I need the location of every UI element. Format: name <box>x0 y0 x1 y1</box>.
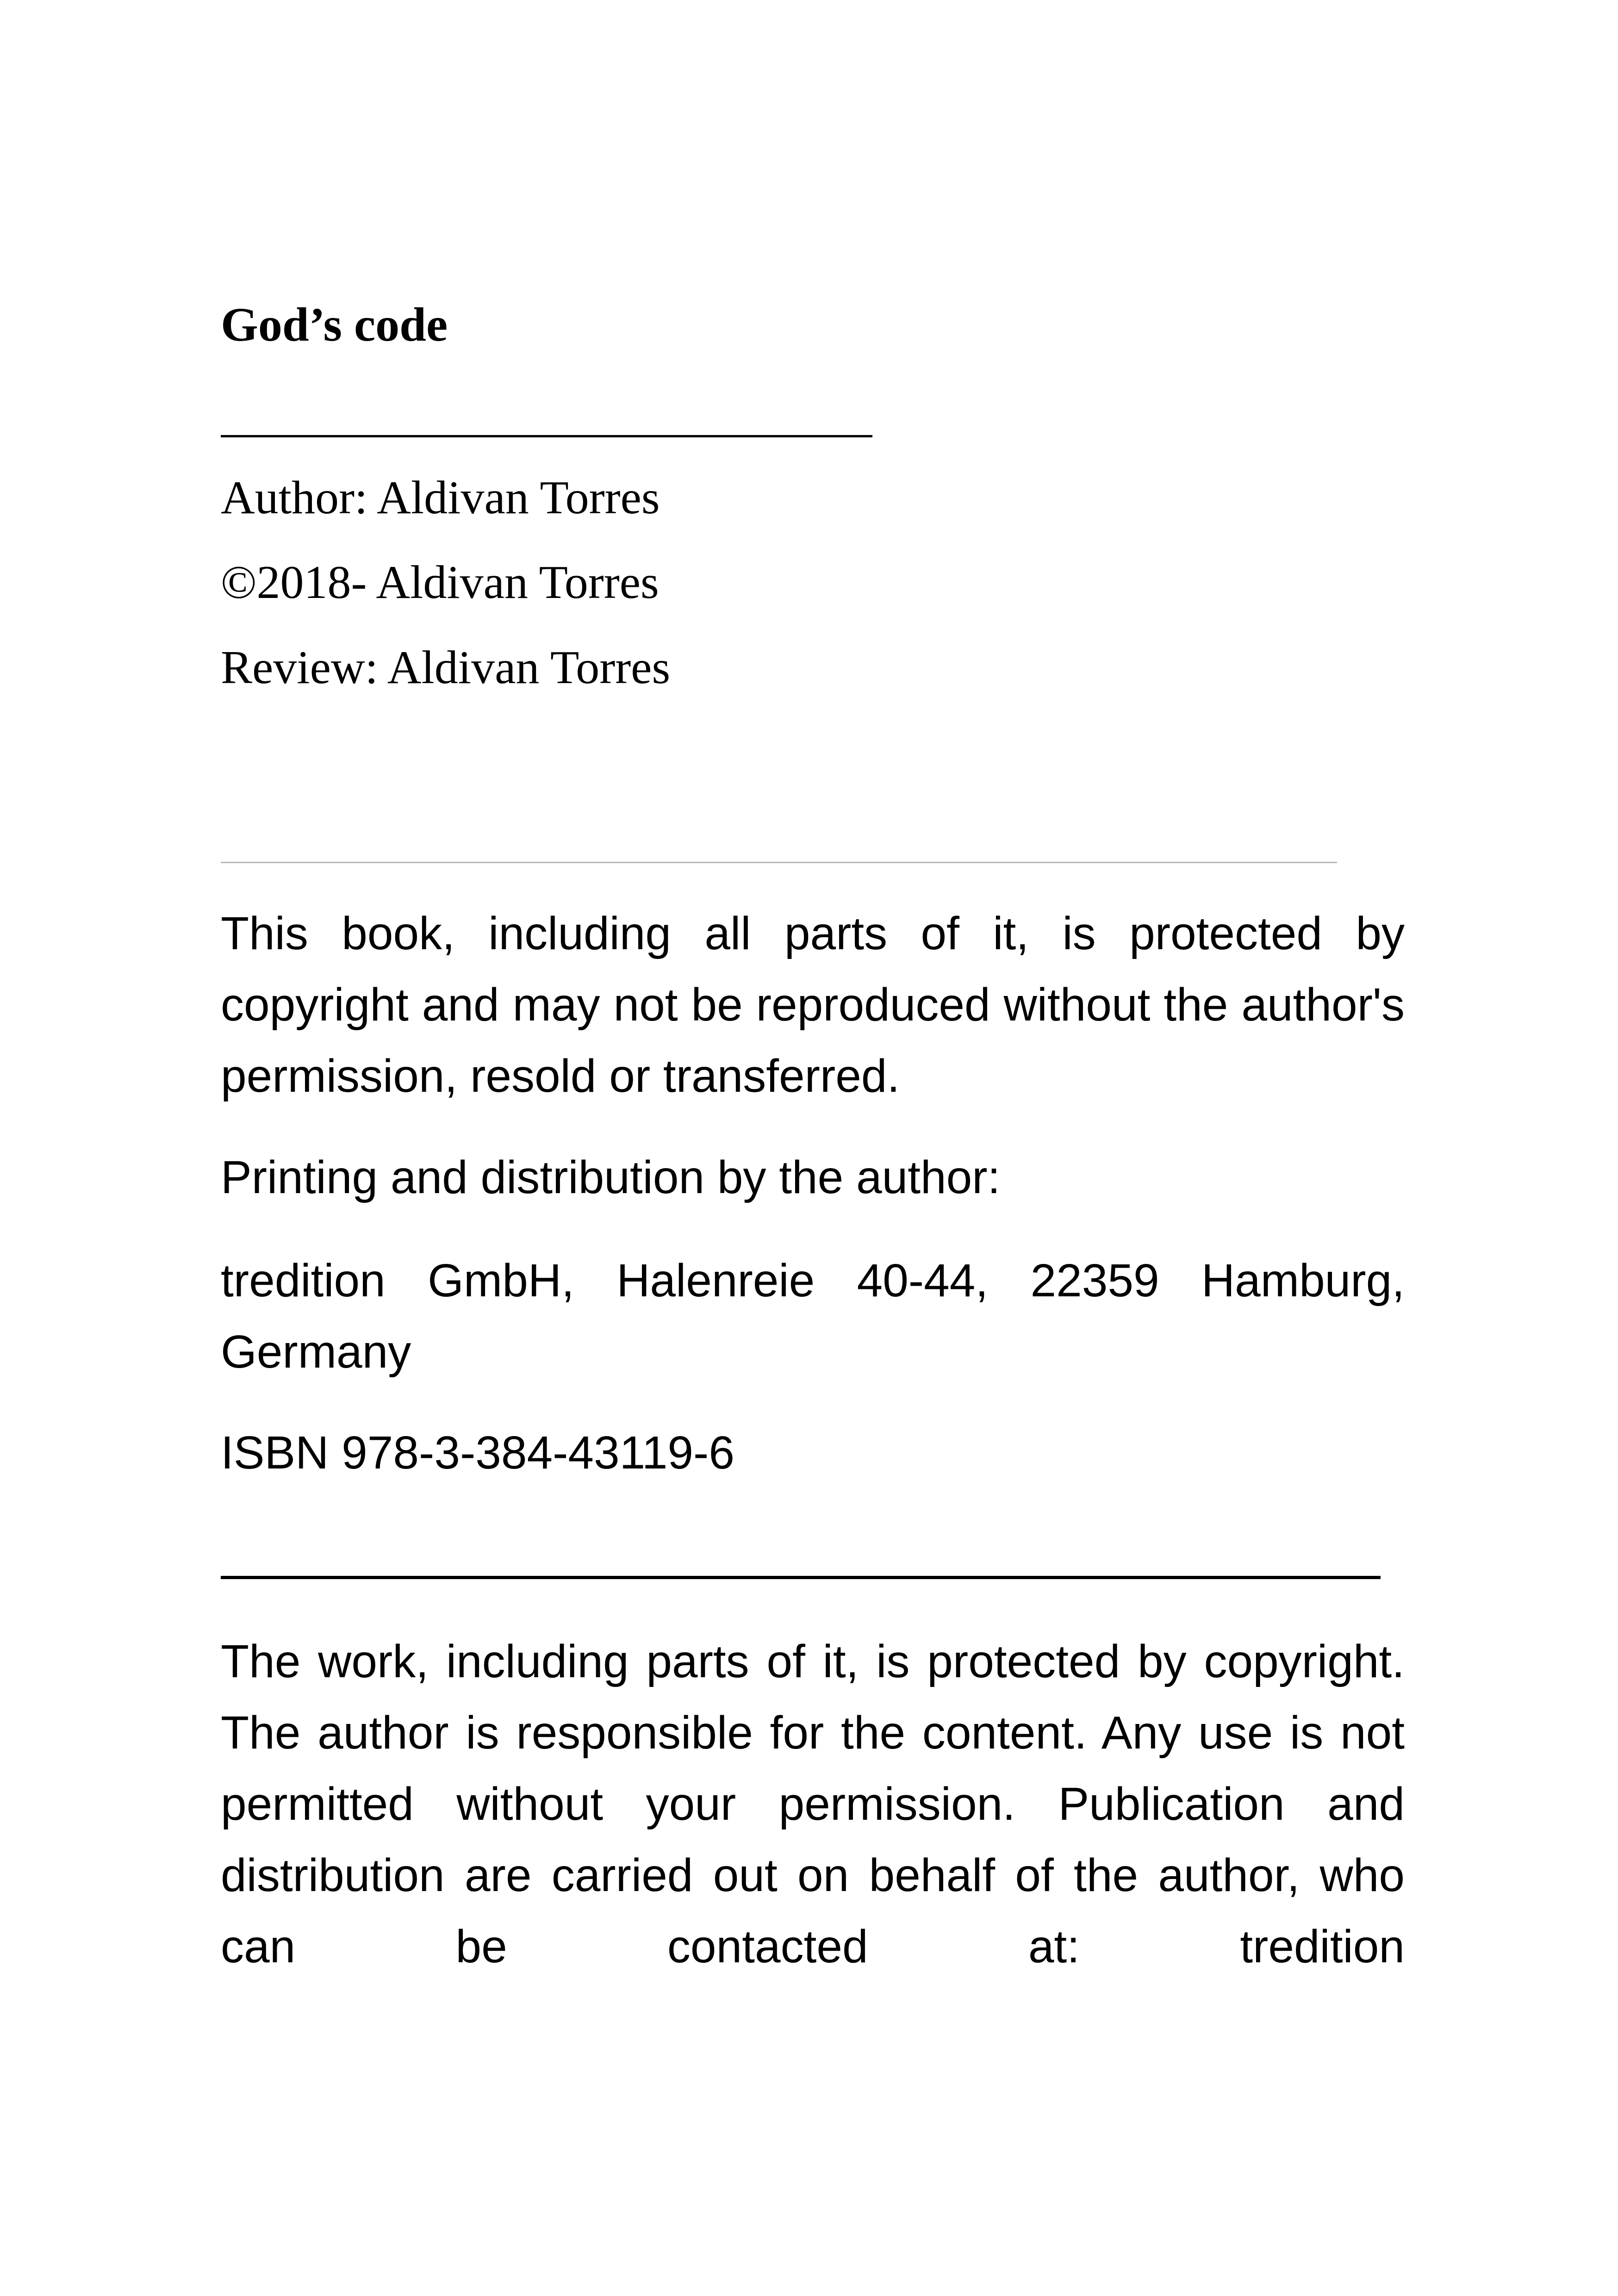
book-title: God’s code <box>221 298 448 351</box>
author-credit: Author: Aldivan Torres <box>221 472 660 524</box>
title-divider <box>221 435 872 437</box>
copyright-notice: This book, including all parts of it, is protected by copyright and may not be reproduced without the author's permission, resold or transferred. <box>221 908 1405 1102</box>
work-copyright-notice: The work, including parts of it, is protected by copyright. The author is responsible for the content. Any use is not permitted without your permission. Publication and distribution are carried out on behalf of the author, who can be contacted at: tredition <box>221 1636 1405 1972</box>
printing-statement: Printing and distribution by the author: <box>221 1151 1001 1203</box>
copyright-line: ©2018- Aldivan Torres <box>221 556 659 609</box>
publisher-address: tredition GmbH, Halenreie 40-44, 22359 Hamburg, Germany <box>221 1255 1405 1378</box>
review-credit: Review: Aldivan Torres <box>221 641 671 694</box>
section-divider-thin <box>221 862 1337 863</box>
section-divider-thick <box>221 1576 1381 1579</box>
isbn: ISBN 978-3-384-43119-6 <box>221 1427 734 1479</box>
